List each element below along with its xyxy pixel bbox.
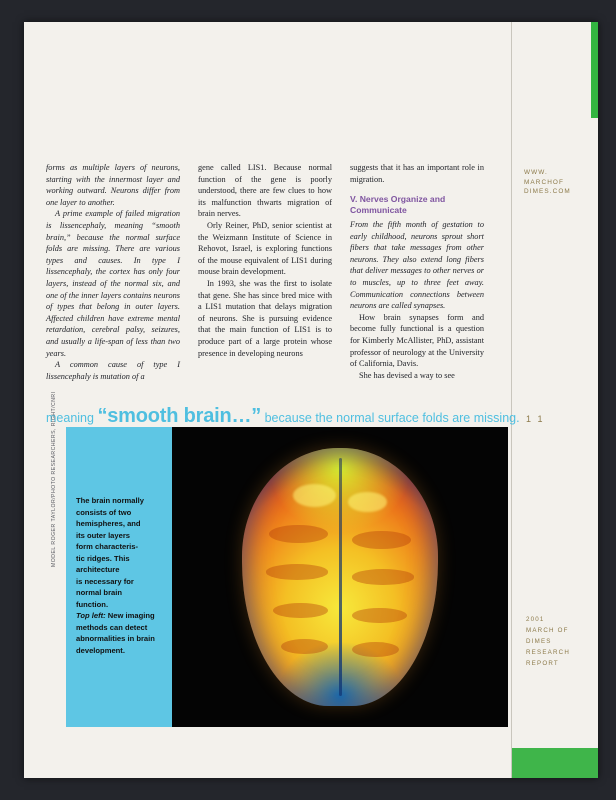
printed-page: [24, 22, 598, 778]
imprint-line: MARCH OF: [526, 627, 569, 634]
photo-credit: MODEL ROGER TAYLOR/PHOTO RESEARCHERS, RIGHT/CNRI: [51, 391, 57, 567]
caption-line: hemispheres, and: [76, 519, 141, 528]
caption-line: function.: [76, 599, 109, 609]
brain-edge-shadow: [242, 448, 438, 706]
imprint-line: RESEARCH: [526, 649, 570, 656]
paragraph: suggests that it has an important role in migration.: [350, 163, 484, 184]
banner-quote: “smooth brain…”: [97, 405, 262, 427]
imprint-line: REPORT: [526, 660, 559, 667]
paragraph: Orly Reiner, PhD, senior scientist at the Weizmann Institute of Science in Rehovot, Israel, is exploring functions of the mouse equivalent of LIS1 during mouse brain development.: [198, 220, 332, 277]
caption-line: form characteris-: [76, 542, 139, 551]
paragraph: A prime example of failed migration is lissencephaly, meaning “smooth brain,” because the normal surface folds are missing. There are various types and causes. In type I lissencephaly, the cortex has only four layers, instead of the normal six, and one of the inner layers contains neurons of types that belong in outer layers. Affected children have extreme mental retardation, cerebral palsy, seizures, and usually a life-span of less than two years.: [46, 209, 180, 358]
imprint-line: DIMES: [526, 638, 552, 645]
page-number: 1 1: [526, 414, 545, 424]
caption-line: its outer layers: [76, 530, 131, 540]
section-heading: V. Nerves Organize and Communicate: [350, 194, 446, 215]
paragraph: A common cause of type I lissencephaly is mutation of a: [46, 360, 180, 381]
paragraph: She has devised a way to see: [359, 370, 455, 380]
website-line: MARCHOF: [524, 178, 565, 186]
article-columns: [46, 162, 484, 382]
caption-line: normal brain: [76, 588, 122, 597]
imprint-line: 2001: [526, 616, 545, 623]
caption-line: consists of two: [76, 507, 132, 517]
banner-lead: meaning: [46, 411, 94, 425]
page-rail: [512, 22, 598, 778]
report-imprint: [526, 614, 590, 669]
caption-line: tic ridges. This: [76, 553, 130, 563]
paragraph: How brain synapses form and become fully functional is a question for Kimberly McAllister, PhD, assistant professor of neurology at the University of California, Davis.: [350, 312, 484, 369]
website-line: WWW.: [524, 169, 548, 176]
paragraph: In 1993, she was the first to isolate that gene. She has since bred mice with a LIS1 mutation that delays migration of neurons. She is pursuing evidence that the main function of LIS1 is to produce part of a large protein whose presence in developing neurons: [198, 278, 332, 358]
brain-illustration: [242, 448, 438, 706]
caption-line: is necessary for: [76, 576, 134, 586]
caption-line: architecture: [76, 565, 120, 574]
brain-scan-image: [172, 427, 508, 727]
text-column-3: [350, 162, 484, 382]
banner-tail: because the normal surface folds are missing.: [264, 411, 520, 425]
caption-lead-in: Top left:: [76, 611, 106, 620]
caption-rest: New imaging methods can detect abnormalities in brain development.: [76, 611, 155, 655]
paragraph: From the fifth month of gestation to early childhood, neurons sprout short fibers that take messages from other neurons. They also extend long fibers that deliver messages to other nerves or to muscles, up to three feet away. Communication connections between neurons are called synapses.: [350, 220, 484, 311]
text-column-1: [46, 162, 180, 382]
website-address: [524, 168, 590, 197]
text-column-2: [198, 162, 332, 382]
figure-caption-text: [76, 495, 160, 656]
pull-quote-banner: [46, 405, 576, 428]
caption-line: The brain normally: [76, 496, 144, 505]
paragraph: forms as multiple layers of neurons, starting with the innermost layer and working outward. Neurons differ from one layer to another.: [46, 163, 180, 207]
website-line: DIMES.COM: [524, 188, 571, 195]
figure-block: [66, 427, 508, 727]
figure-caption-panel: [66, 427, 172, 727]
paragraph: gene called LIS1. Because normal function of the gene is poorly understood, there are few clues to how its malfunction thwarts migration of brain nerves.: [198, 163, 332, 219]
